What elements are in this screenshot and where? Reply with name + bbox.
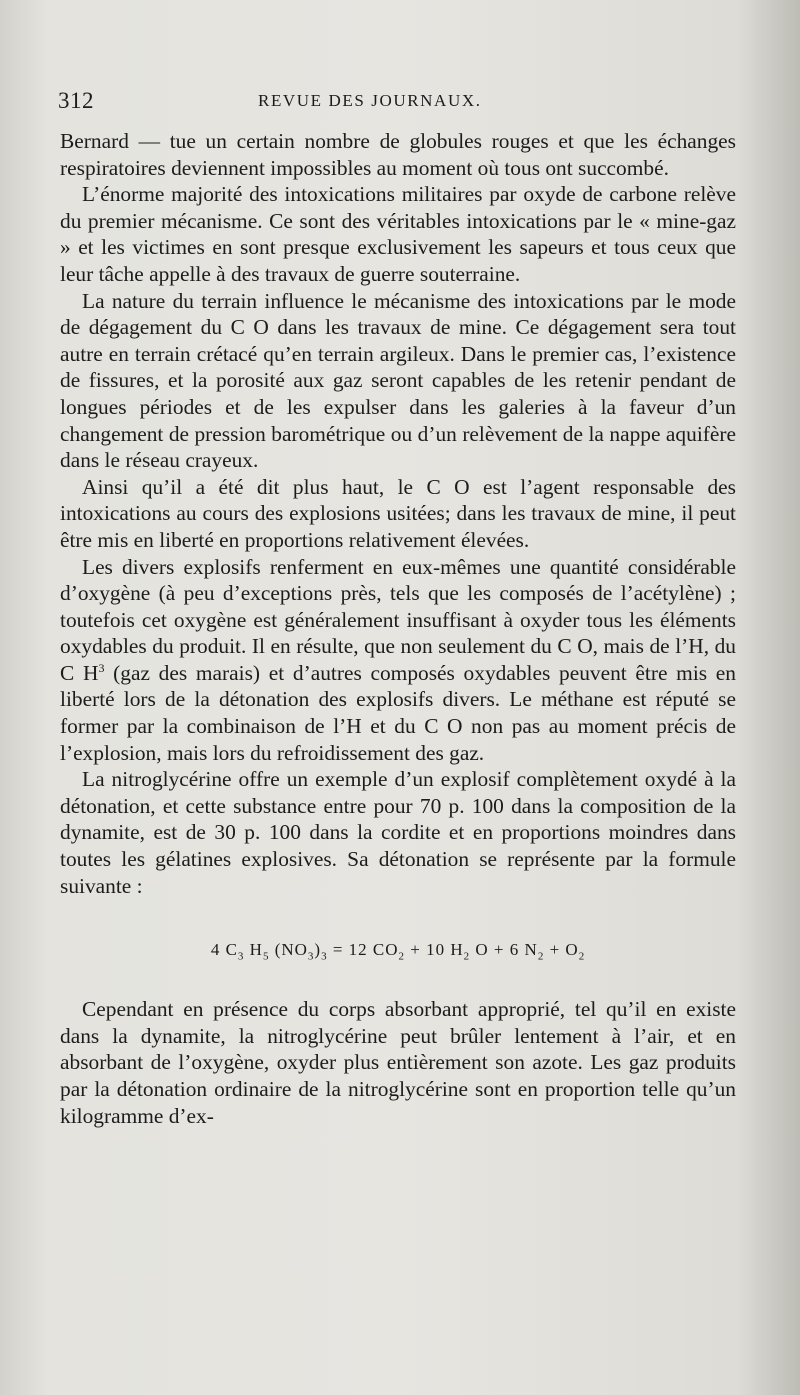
paragraph-1: Bernard — tue un certain nombre de globules rouges et que les échanges respiratoires deviennent impossibles au moment où tous ont succombé. [60,129,736,180]
paragraph-2: L’énorme majorité des intoxications militaires par oxyde de carbone relève du premier mécanisme. Ce sont des véritables intoxications par le « mine-gaz » et les victimes en sont presque exclusivement les sapeurs et tous ceux que leur tâche appelle à des travaux de guerre souterraine. [60,182,736,286]
paragraph-5 [60,554,736,767]
chemical-formula [60,937,736,970]
formula-subscript: 3 [321,950,328,963]
page-edge-shadow [740,0,800,1395]
methane-superscript: 3 [98,660,105,675]
formula-subscript: 2 [398,950,406,963]
running-head [58,88,738,118]
paragraph-6: La nitroglycérine offre un exemple d’un explosif complètement oxydé à la détonation, et cette substance entre pour 70 p. 100 dans la composition de la dynamite, est de 30 p. 100 dans la cordite et en proportions moindres dans toutes les gélatines explosives. Sa détonation se représente par la formule suivante : [60,767,736,898]
journal-section-title: REVUE DES JOURNAUX. [258,91,482,110]
formula-part: ) [314,940,322,960]
page-number: 312 [58,88,94,113]
paragraph-7: Cependant en présence du corps absorbant approprié, tel qu’il en existe dans la dynamite, la nitroglycérine peut brûler lentement à l’air, et en absorbant de l’oxygène, oxyder plus entièrement son azote. Les gaz produits par la détonation ordinaire de la nitroglycérine sont en proportion telle qu’un kilogramme d’ex- [60,997,736,1128]
formula-part: O + 6 N [470,940,538,960]
paragraph-3: La nature du terrain influence le mécanisme des intoxications par le mode de dégagement du C O dans les travaux de mine. Ce dégagement sera tout autre en terrain crétacé qu’en terrain argileux. Dans le premier cas, l’existence de fissures, et la porosité aux gaz seront capables de les retenir pendant de longues périodes et de les expulser dans les galeries à la faveur d’un changement de pression barométrique ou d’un relèvement de la nappe aquifère dans le réseau crayeux. [60,288,736,473]
formula-subscript: 3 [307,950,315,963]
paragraph-5-continuation: (gaz des marais) et d’autres composés oxydables peuvent être mis en liberté lors de la détonation des explosifs divers. Le méthane est réputé se former par la combinaison de l’H et du C O non pas au moment précis de l’explosion, mais lors du refroidissement des gaz. [60,660,736,765]
formula-subscript: 2 [463,950,471,963]
formula-part: + 10 H [405,940,464,960]
formula-part: H [244,940,263,960]
formula-subscript: 2 [578,950,586,963]
paragraph-5-text: Les divers explosifs renferment en eux-mêmes une quantité considérable d’oxygène (à peu d’exceptions près, tels que les composés de l’acétylène) ; toutefois cet oxygène est généralement insuffisant à oxyder tous les éléments oxydables du produit. Il en résulte, que non seulement du C O, mais de l’H, du C H [60,554,736,685]
paragraph-4: Ainsi qu’il a été dit plus haut, le C O est l’agent responsable des intoxications au cours des explosions usitées; dans les travaux de mine, il peut être mis en liberté en proportions relativement élevées. [60,474,736,552]
formula-subscript: 3 [237,950,245,963]
body-text [60,128,736,1129]
formula-subscript: 2 [537,950,545,963]
formula-part: + O [544,940,579,960]
formula-part: (NO [269,940,308,960]
formula-subscript: 5 [262,950,270,963]
formula-part: 4 C [210,940,238,960]
formula-part: = 12 CO [327,940,399,960]
